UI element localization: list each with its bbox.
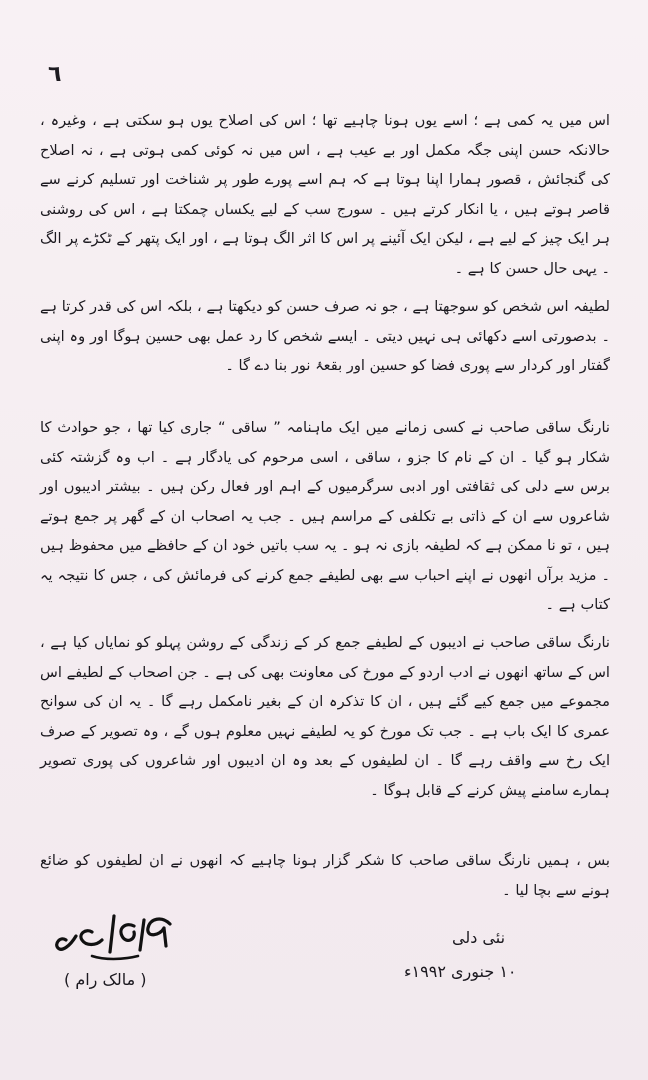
signer-name: ( مالک رام ) — [64, 970, 147, 989]
place-line: نئی دلی — [452, 928, 506, 947]
paragraph-text: بس ، ہمیں نارنگ ساقی صاحب کا شکر گزار ہونا چاہیے کہ انھوں نے ان لطیفوں کو ضائع ہونے سے بچا لیا ۔ — [40, 852, 610, 899]
paragraph-text: اس میں یہ کمی ہے ؛ اسے یوں ہونا چاہیے تھا ؛ اس کی اصلاح یوں ہو سکتی ہے ، وغیرہ ، حالانکہ حسن اپنی جگہ مکمل اور بے عیب ہے ، اس میں نہ کوئی کمی ہوتی ہے ، نہ اصلاح کی گنجائش ، قصور ہمارا اپنا ہوتا ہے کہ ہم اسے پورے طور پر شناخت اور تسلیم کرنے سے قاصر ہوتے ہیں ، یا انکار کرتے ہیں ۔ سورج سب کے لیے یکساں چمکتا ہے ، اس کی روشنی ہر ایک چیز کے لیے ہے ، لیکن ایک آئینے پر اس کا اثر الگ ہوتا ہے ، اور ایک پتھر کے ٹکڑے پر الگ ۔ یہی حال حسن کا ہے ۔ — [40, 112, 610, 277]
paragraph-text: نارنگ ساقی صاحب نے کسی زمانے میں ایک ماہنامہ ” ساقی “ جاری کیا تھا ، جو حوادث کا شکار ہو گیا ۔ ان کے نام کا جزو ، ساقی ، اسی مرحوم کی یادگار ہے ۔ اب وہ گزشتہ کئی برس سے دلی کی ثقافتی اور ادبی سرگرمیوں کے اہم اور فعال رکن ہیں ۔ بیشتر ادیبوں اور شاعروں سے ان کے ذاتی بے تکلفی کے مراسم ہیں ۔ جب یہ اصحاب ان کے گھر پر جمع ہوتے ہیں ، تو نا ممکن ہے کہ لطیفہ بازی نہ ہو ۔ یہ سب باتیں خود ان کے حافظے میں محفوظ ہیں ۔ مزید برآں انھوں نے اپنے احباب سے بھی لطیفے جمع کرنے کی فرمائش کی ، جس کا نتیجہ یہ کتاب ہے ۔ — [40, 419, 610, 613]
date-line: ۱۰ جنوری ۱۹۹۲ء — [404, 962, 517, 981]
paragraph-5 — [40, 846, 610, 905]
page-number: ٦ — [48, 62, 62, 87]
paragraph-text: لطیفہ اس شخص کو سوجھتا ہے ، جو نہ صرف حسن کو دیکھتا ہے ، بلکہ اس کی قدر کرتا ہے ۔ بدصورتی اسے دکھائی ہی نہیں دیتی ۔ ایسے شخص کا رد عمل بھی حسین ہوگا اور وہ اپنی گفتار اور کردار سے پوری فضا کو حسین اور بقعۂ نور بنا دے گا ۔ — [40, 298, 610, 374]
paragraph-2 — [40, 292, 610, 381]
paragraph-3 — [40, 413, 610, 620]
paragraph-4 — [40, 628, 610, 805]
paragraph-text: نارنگ ساقی صاحب نے ادیبوں کے لطیفے جمع کر کے زندگی کے روشن پہلو کو نمایاں کیا ہے ، اس کے ساتھ انھوں نے ادب اردو کے مورخ کی معاونت بھی کی ہے ۔ جن اصحاب کے لطیفے اس مجموعے میں جمع کیے گئے ہیں ، ان کا تذکرہ ان کے بغیر نامکمل رہے گا ۔ یہ ان کی سوانح عمری کا ایک باب ہے ۔ جب تک مورخ کو یہ لطیفے نہیں معلوم ہوں گے ، وہ تصویر کے صرف ایک رخ سے واقف رہے گا ۔ ان لطیفوں کے بعد وہ ان ادیبوں اور شاعروں کی پوری تصویر ہمارے سامنے پیش کرنے کے قابل ہوگا ۔ — [40, 634, 610, 799]
handwritten-signature — [52, 906, 182, 970]
paragraph-1 — [40, 106, 610, 283]
